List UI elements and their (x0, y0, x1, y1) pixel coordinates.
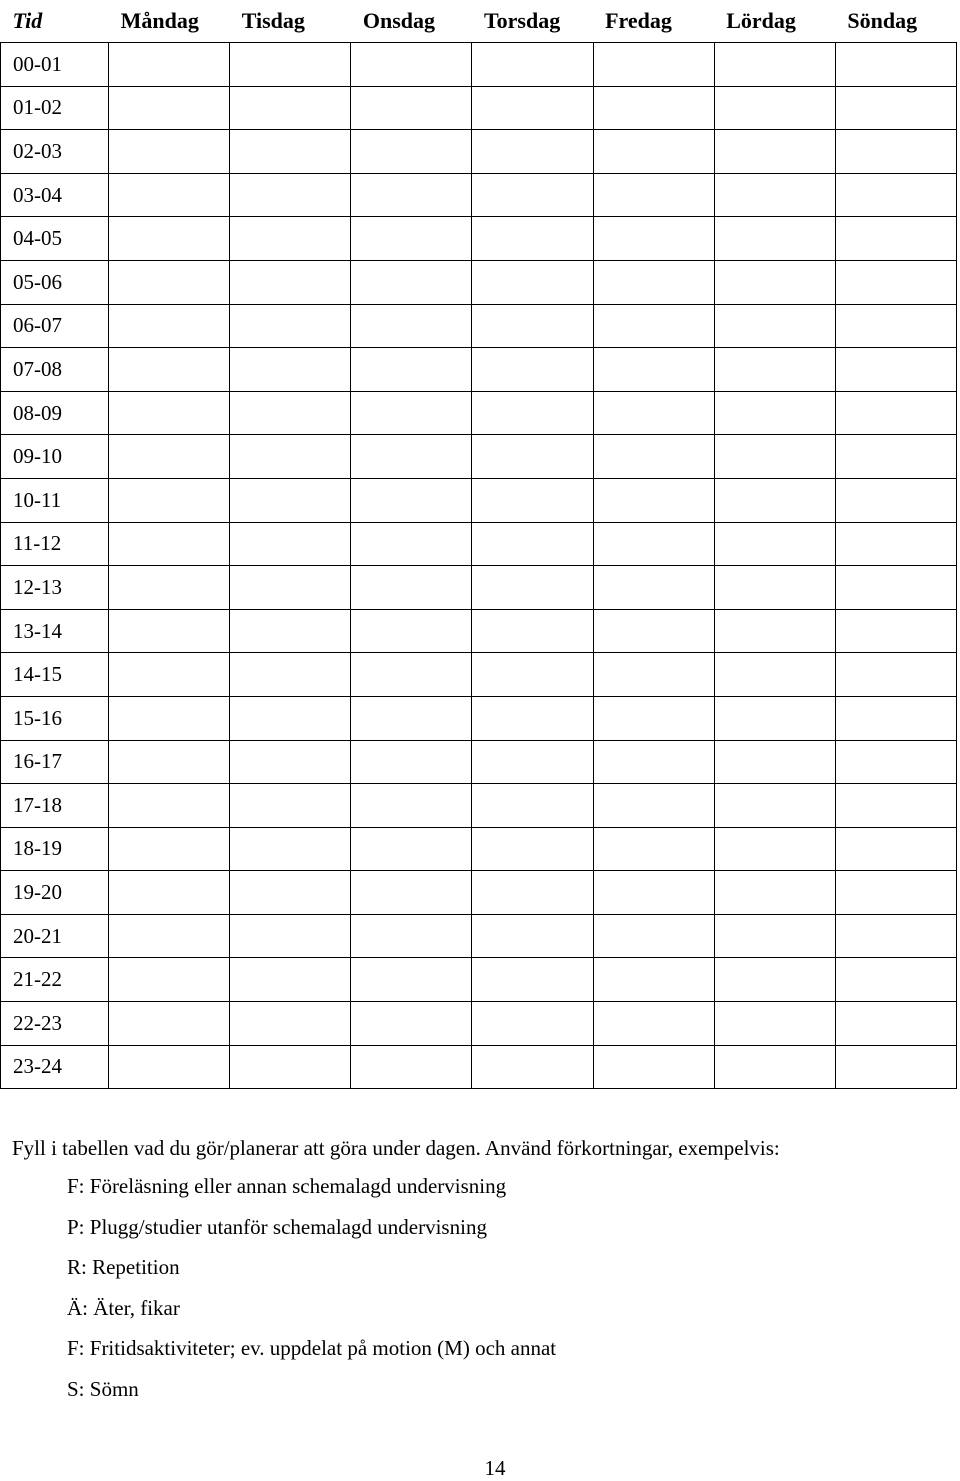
schedule-cell[interactable] (351, 522, 472, 566)
schedule-cell[interactable] (472, 43, 593, 87)
schedule-cell[interactable] (230, 958, 351, 1002)
table-row (1, 566, 957, 610)
schedule-cell[interactable] (835, 43, 956, 87)
schedule-cell[interactable] (593, 914, 714, 958)
schedule-cell[interactable] (714, 260, 835, 304)
table-row (1, 217, 957, 261)
time-slot-label: 03-04 (1, 173, 109, 217)
schedule-cell[interactable] (835, 304, 956, 348)
schedule-cell[interactable] (593, 260, 714, 304)
schedule-cell[interactable] (593, 1002, 714, 1046)
schedule-cell[interactable] (835, 260, 956, 304)
schedule-cell[interactable] (472, 304, 593, 348)
schedule-cell[interactable] (230, 1002, 351, 1046)
table-row (1, 478, 957, 522)
time-slot-label: 10-11 (1, 478, 109, 522)
schedule-cell[interactable] (109, 914, 230, 958)
schedule-cell[interactable] (835, 566, 956, 610)
schedule-cell[interactable] (230, 871, 351, 915)
table-row (1, 827, 957, 871)
time-slot-label: 17-18 (1, 784, 109, 828)
table-header (1, 0, 957, 43)
schedule-cell[interactable] (351, 43, 472, 87)
table-row (1, 348, 957, 392)
schedule-cell[interactable] (472, 260, 593, 304)
schedule-cell[interactable] (351, 217, 472, 261)
schedule-cell[interactable] (472, 696, 593, 740)
instructions (12, 1133, 952, 1415)
schedule-cell[interactable] (472, 217, 593, 261)
schedule-cell[interactable] (835, 609, 956, 653)
day-header: Fredag (593, 0, 714, 43)
time-slot-label: 02-03 (1, 130, 109, 174)
schedule-cell[interactable] (109, 566, 230, 610)
schedule-cell[interactable] (593, 871, 714, 915)
schedule-cell[interactable] (472, 784, 593, 828)
legend-item: F: Fritidsaktiviteter; ev. uppdelat på motion (M) och annat (67, 1336, 557, 1361)
schedule-cell[interactable] (593, 522, 714, 566)
schedule-cell[interactable] (593, 740, 714, 784)
table-row (1, 522, 957, 566)
schedule-cell[interactable] (351, 566, 472, 610)
schedule-cell[interactable] (109, 260, 230, 304)
schedule-cell[interactable] (714, 566, 835, 610)
table-row (1, 784, 957, 828)
legend-item: Ä: Äter, fikar (67, 1295, 180, 1320)
schedule-cell[interactable] (714, 740, 835, 784)
schedule-cell[interactable] (351, 1045, 472, 1089)
schedule-cell[interactable] (714, 1045, 835, 1089)
schedule-cell[interactable] (351, 304, 472, 348)
day-header: Onsdag (351, 0, 472, 43)
schedule-cell[interactable] (593, 304, 714, 348)
schedule-cell[interactable] (714, 478, 835, 522)
schedule-cell[interactable] (835, 173, 956, 217)
schedule-cell[interactable] (593, 217, 714, 261)
schedule-cell[interactable] (835, 217, 956, 261)
abbreviation-legend (67, 1171, 952, 1415)
schedule-cell[interactable] (714, 43, 835, 87)
schedule-cell[interactable] (593, 827, 714, 871)
schedule-cell[interactable] (109, 871, 230, 915)
table-row (1, 86, 957, 130)
schedule-cell[interactable] (714, 609, 835, 653)
time-slot-label: 14-15 (1, 653, 109, 697)
legend-item: R: Repetition (67, 1255, 180, 1280)
time-slot-label: 21-22 (1, 958, 109, 1002)
schedule-cell[interactable] (230, 217, 351, 261)
schedule-cell[interactable] (714, 653, 835, 697)
table-row (1, 260, 957, 304)
schedule-cell[interactable] (230, 522, 351, 566)
time-slot-label: 11-12 (1, 522, 109, 566)
schedule-cell[interactable] (593, 609, 714, 653)
schedule-cell[interactable] (351, 740, 472, 784)
schedule-cell[interactable] (835, 740, 956, 784)
table-row (1, 958, 957, 1002)
legend-item: P: Plugg/studier utanför schemalagd undervisning (67, 1214, 487, 1239)
time-slot-label: 04-05 (1, 217, 109, 261)
time-slot-label: 18-19 (1, 827, 109, 871)
schedule-cell[interactable] (835, 871, 956, 915)
schedule-cell[interactable] (109, 609, 230, 653)
time-slot-label: 07-08 (1, 348, 109, 392)
schedule-cell[interactable] (472, 348, 593, 392)
schedule-cell[interactable] (109, 784, 230, 828)
schedule-cell[interactable] (714, 86, 835, 130)
schedule-cell[interactable] (109, 653, 230, 697)
schedule-cell[interactable] (351, 914, 472, 958)
schedule-cell[interactable] (351, 260, 472, 304)
table-row (1, 1002, 957, 1046)
time-slot-label: 09-10 (1, 435, 109, 479)
schedule-cell[interactable] (109, 1002, 230, 1046)
legend-item: F: Föreläsning eller annan schemalagd undervisning (67, 1174, 507, 1198)
schedule-cell[interactable] (835, 522, 956, 566)
schedule-cell[interactable] (230, 86, 351, 130)
schedule-cell[interactable] (230, 914, 351, 958)
schedule-cell[interactable] (230, 478, 351, 522)
schedule-cell[interactable] (714, 348, 835, 392)
schedule-cell[interactable] (472, 478, 593, 522)
legend-item: S: Sömn (67, 1376, 139, 1401)
schedule-cell[interactable] (714, 958, 835, 1002)
schedule-cell[interactable] (714, 871, 835, 915)
table-row (1, 304, 957, 348)
schedule-cell[interactable] (593, 348, 714, 392)
schedule-cell[interactable] (714, 696, 835, 740)
schedule-cell[interactable] (351, 827, 472, 871)
schedule-cell[interactable] (351, 391, 472, 435)
time-slot-label: 12-13 (1, 566, 109, 610)
schedule-cell[interactable] (351, 696, 472, 740)
schedule-cell[interactable] (109, 435, 230, 479)
schedule-cell[interactable] (109, 130, 230, 174)
time-slot-label: 08-09 (1, 391, 109, 435)
time-slot-label: 16-17 (1, 740, 109, 784)
schedule-cell[interactable] (109, 86, 230, 130)
time-slot-label: 22-23 (1, 1002, 109, 1046)
table-row (1, 871, 957, 915)
schedule-cell[interactable] (472, 173, 593, 217)
time-slot-label: 01-02 (1, 86, 109, 130)
schedule-cell[interactable] (714, 827, 835, 871)
day-header: Lördag (714, 0, 835, 43)
schedule-cell[interactable] (351, 958, 472, 1002)
schedule-cell[interactable] (109, 478, 230, 522)
day-header: Torsdag (472, 0, 593, 43)
schedule-cell[interactable] (230, 435, 351, 479)
schedule-cell[interactable] (472, 653, 593, 697)
schedule-cell[interactable] (351, 784, 472, 828)
time-slot-label: 19-20 (1, 871, 109, 915)
schedule-cell[interactable] (714, 130, 835, 174)
day-header: Måndag (109, 0, 230, 43)
schedule-cell[interactable] (472, 871, 593, 915)
schedule-cell[interactable] (472, 391, 593, 435)
schedule-cell[interactable] (835, 130, 956, 174)
schedule-cell[interactable] (230, 130, 351, 174)
schedule-cell[interactable] (351, 1002, 472, 1046)
schedule-cell[interactable] (472, 740, 593, 784)
time-slot-label: 13-14 (1, 609, 109, 653)
schedule-cell[interactable] (351, 478, 472, 522)
schedule-cell[interactable] (109, 522, 230, 566)
schedule-cell[interactable] (230, 348, 351, 392)
schedule-cell[interactable] (714, 217, 835, 261)
schedule-cell[interactable] (835, 1002, 956, 1046)
schedule-cell[interactable] (835, 784, 956, 828)
schedule-cell[interactable] (472, 609, 593, 653)
schedule-cell[interactable] (835, 653, 956, 697)
schedule-cell[interactable] (835, 827, 956, 871)
schedule-cell[interactable] (230, 740, 351, 784)
time-slot-label: 06-07 (1, 304, 109, 348)
table-row (1, 130, 957, 174)
time-column-header: Tid (1, 0, 109, 43)
schedule-cell[interactable] (230, 1045, 351, 1089)
schedule-cell[interactable] (472, 958, 593, 1002)
schedule-cell[interactable] (109, 43, 230, 87)
instructions-intro: Fyll i tabellen vad du gör/planerar att göra under dagen. Använd förkortningar, exempelvis: (12, 1136, 780, 1160)
table-row (1, 391, 957, 435)
schedule-cell[interactable] (230, 784, 351, 828)
schedule-cell[interactable] (472, 914, 593, 958)
header-row (1, 0, 957, 43)
schedule-cell[interactable] (351, 653, 472, 697)
schedule-cell[interactable] (230, 696, 351, 740)
schedule-cell[interactable] (714, 914, 835, 958)
schedule-cell[interactable] (109, 958, 230, 1002)
schedule-cell[interactable] (351, 130, 472, 174)
schedule-cell[interactable] (109, 1045, 230, 1089)
schedule-cell[interactable] (230, 391, 351, 435)
schedule-cell[interactable] (593, 958, 714, 1002)
schedule-cell[interactable] (351, 86, 472, 130)
schedule-cell[interactable] (351, 609, 472, 653)
table-row (1, 740, 957, 784)
schedule-cell[interactable] (714, 522, 835, 566)
schedule-cell[interactable] (351, 348, 472, 392)
schedule-cell[interactable] (593, 696, 714, 740)
schedule-cell[interactable] (472, 522, 593, 566)
schedule-cell[interactable] (593, 653, 714, 697)
schedule-cell[interactable] (230, 609, 351, 653)
schedule-cell[interactable] (593, 130, 714, 174)
schedule-cell[interactable] (230, 304, 351, 348)
schedule-cell[interactable] (109, 348, 230, 392)
schedule-cell[interactable] (351, 871, 472, 915)
table-body (1, 43, 957, 1089)
day-header: Söndag (835, 0, 956, 43)
schedule-cell[interactable] (593, 86, 714, 130)
schedule-cell[interactable] (835, 1045, 956, 1089)
schedule-cell[interactable] (109, 740, 230, 784)
schedule-cell[interactable] (109, 304, 230, 348)
schedule-cell[interactable] (835, 958, 956, 1002)
schedule-cell[interactable] (835, 391, 956, 435)
table-row (1, 653, 957, 697)
schedule-cell[interactable] (593, 43, 714, 87)
schedule-cell[interactable] (714, 304, 835, 348)
table-row (1, 435, 957, 479)
schedule-cell[interactable] (593, 1045, 714, 1089)
time-slot-label: 20-21 (1, 914, 109, 958)
schedule-cell[interactable] (593, 566, 714, 610)
day-header: Tisdag (230, 0, 351, 43)
schedule-cell[interactable] (472, 86, 593, 130)
page-number: 14 (484, 1456, 506, 1480)
time-slot-label: 15-16 (1, 696, 109, 740)
schedule-cell[interactable] (835, 86, 956, 130)
schedule-cell[interactable] (109, 696, 230, 740)
schedule-cell[interactable] (472, 1045, 593, 1089)
schedule-cell[interactable] (472, 435, 593, 479)
schedule-cell[interactable] (472, 1002, 593, 1046)
schedule-cell[interactable] (593, 478, 714, 522)
schedule-cell[interactable] (230, 43, 351, 87)
schedule-cell[interactable] (230, 566, 351, 610)
schedule-cell[interactable] (351, 173, 472, 217)
schedule-cell[interactable] (835, 478, 956, 522)
schedule-cell[interactable] (109, 391, 230, 435)
schedule-cell[interactable] (593, 435, 714, 479)
schedule-cell[interactable] (835, 435, 956, 479)
schedule-cell[interactable] (472, 566, 593, 610)
schedule-cell[interactable] (351, 435, 472, 479)
schedule-cell[interactable] (835, 348, 956, 392)
schedule-cell[interactable] (835, 696, 956, 740)
schedule-cell[interactable] (109, 827, 230, 871)
schedule-cell[interactable] (714, 1002, 835, 1046)
table-row (1, 1045, 957, 1089)
schedule-cell[interactable] (593, 391, 714, 435)
table-row (1, 173, 957, 217)
schedule-cell[interactable] (835, 914, 956, 958)
table-row (1, 914, 957, 958)
table-row (1, 609, 957, 653)
schedule-cell[interactable] (714, 435, 835, 479)
schedule-cell[interactable] (714, 173, 835, 217)
schedule-cell[interactable] (230, 260, 351, 304)
schedule-cell[interactable] (230, 653, 351, 697)
schedule-cell[interactable] (472, 130, 593, 174)
schedule-cell[interactable] (230, 827, 351, 871)
time-slot-label: 23-24 (1, 1045, 109, 1089)
schedule-cell[interactable] (714, 784, 835, 828)
schedule-cell[interactable] (714, 391, 835, 435)
schedule-cell[interactable] (109, 173, 230, 217)
schedule-cell[interactable] (593, 784, 714, 828)
schedule-cell[interactable] (593, 173, 714, 217)
table-row (1, 43, 957, 87)
time-slot-label: 05-06 (1, 260, 109, 304)
schedule-cell[interactable] (472, 827, 593, 871)
schedule-cell[interactable] (109, 217, 230, 261)
table-row (1, 696, 957, 740)
schedule-cell[interactable] (230, 173, 351, 217)
time-slot-label: 00-01 (1, 43, 109, 87)
